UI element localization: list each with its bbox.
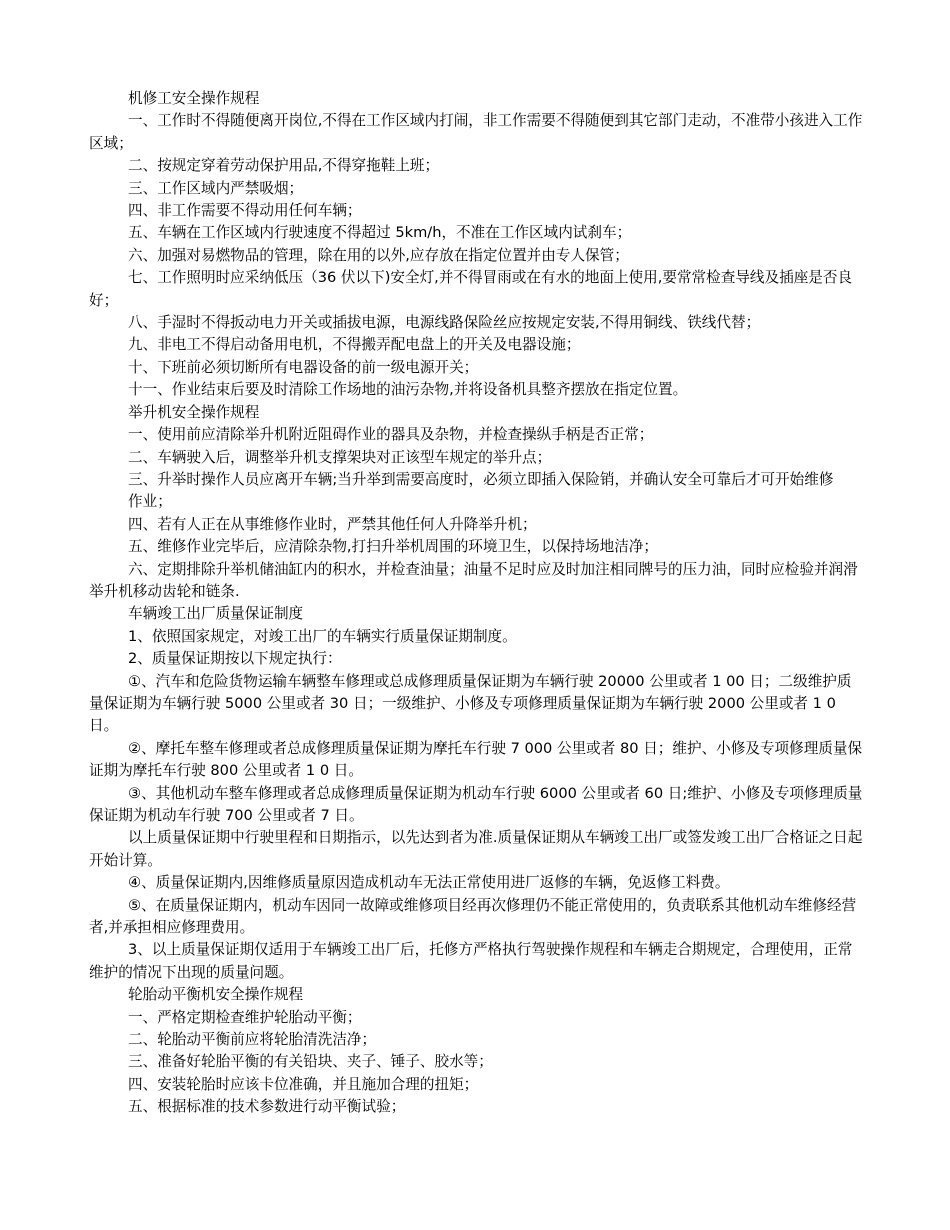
paragraph: 八、手湿时不得扳动电力开关或插拔电源，电源线路保险丝应按规定安装,不得用铜线、铁线代替； [128, 314, 761, 332]
paragraph: ⑤、在质量保证期内，机动车因同一故障或维修项目经再次修理仍不能正常使用的，负责联系其他机动车维修经营者,并承担相应修理费用。 [89, 896, 857, 937]
paragraph: 九、非电工不得启动备用电机，不得搬弄配电盘上的开关及电器设施； [128, 336, 581, 354]
paragraph: 一、工作时不得随便离开岗位,不得在工作区域内打闹，非工作需要不得随便到其它部门走动，不准带小孩进入工作区域； [89, 112, 863, 152]
paragraph: 五、车辆在工作区域内行驶速度不得超过 5km/h，不准在工作区域内试刹车； [128, 224, 632, 242]
paragraph: ③、其他机动车整车修理或者总成修理质量保证期为机动车行驶 6000 公里或者 60 日;维护、小修及专项修理质量保证期为机动车行驶 700 公里或者 7 日。 [89, 784, 863, 824]
paragraph: 七、工作照明时应采纳低压（36 伏以下)安全灯,并不得冒雨或在有水的地面上使用,要常常检查导线及插座是否良好； [89, 269, 853, 309]
paragraph: 六、加强对易燃物品的管理，除在用的以外,应存放在指定位置并由专人保管； [128, 246, 629, 264]
paragraph: 一、使用前应清除举升机附近阻碍作业的器具及杂物，并检查操纵手柄是否正常； [128, 426, 654, 444]
paragraph: 四、安装轮胎时应该卡位准确，并且施加合理的扭矩； [128, 1075, 479, 1093]
paragraph: ④、质量保证期内,因维修质量原因造成机动车无法正常使用进厂返修的车辆，免返修工料费。 [128, 874, 730, 892]
paragraph: 3、以上质量保证期仅适用于车辆竣工出厂后，托修方严格执行驾驶操作规程和车辆走合期规定，合理使用，正常维护的情况下出现的质量问题。 [89, 941, 853, 981]
document-body [89, 88, 864, 1119]
paragraph: 五、根据标准的技术参数进行动平衡试验； [128, 1098, 406, 1116]
paragraph: 二、轮胎动平衡前应将轮胎清洗洁净； [128, 1031, 377, 1049]
paragraph: 作业； [128, 493, 172, 511]
paragraph: ①、汽车和危险货物运输车辆整车修理或总成修理质量保证期为车辆行驶 20000 公里或者 1 00 日；二级维护质量保证期为车辆行驶 5000 公里或者 30 日；一级维护、小修及专项修理质量保证期为车辆行驶 2000 公里或者 1 0 日。 [89, 672, 852, 735]
paragraph: 十一、作业结束后要及时清除工作场地的油污杂物,并将设备机具整齐摆放在指定位置。 [128, 381, 688, 399]
paragraph: 三、升举时操作人员应离开车辆;当升举到需要高度时，必须立即插入保险销，并确认安全可靠后才可开始维修 [128, 470, 834, 488]
paragraph: 三、工作区域内严禁吸烟； [128, 179, 304, 197]
paragraph: 一、严格定期检查维护轮胎动平衡； [128, 1008, 362, 1026]
paragraph: 以上质量保证期中行驶里程和日期指示，以先达到者为准.质量保证期从车辆竣工出厂或签发竣工出厂合格证之日起开始计算。 [89, 829, 863, 869]
section-title-lift-safety: 举升机安全操作规程 [128, 403, 260, 421]
paragraph: 三、准备好轮胎平衡的有关铅块、夹子、锤子、胶水等； [128, 1053, 493, 1071]
section-title-tire-balancer-safety: 轮胎动平衡机安全操作规程 [128, 986, 304, 1004]
paragraph: 二、车辆驶入后，调整举升机支撑架块对正该型车规定的举升点； [128, 448, 552, 466]
paragraph: 十、下班前必须切断所有电器设备的前一级电源开关； [128, 358, 479, 376]
paragraph: 1、依照国家规定，对竣工出厂的车辆实行质量保证期制度。 [128, 627, 517, 645]
paragraph: 四、非工作需要不得动用任何车辆； [128, 202, 362, 220]
paragraph: ②、摩托车整车修理或者总成修理质量保证期为摩托车行驶 7 000 公里或者 80 日；维护、小修及专项修理质量保证期为摩托车行驶 800 公里或者 1 0 日。 [89, 739, 863, 780]
paragraph: 六、定期排除升举机储油缸内的积水，并检查油量；油量不足时应及时加注相同牌号的压力油，同时应检验并润滑举升机移动齿轮和链条. [89, 560, 858, 600]
section-title-quality-guarantee: 车辆竣工出厂质量保证制度 [128, 605, 304, 623]
paragraph: 2、质量保证期按以下规定执行： [128, 650, 342, 668]
section-title-mechanic-safety: 机修工安全操作规程 [128, 90, 260, 107]
paragraph: 五、维修作业完毕后，应清除杂物,打扫升举机周围的环境卫生，以保持场地洁净； [128, 538, 659, 556]
paragraph: 四、若有人正在从事维修作业时，严禁其他任何人升降举升机； [128, 515, 537, 533]
paragraph: 二、按规定穿着劳动保护用品,不得穿拖鞋上班； [128, 157, 440, 175]
